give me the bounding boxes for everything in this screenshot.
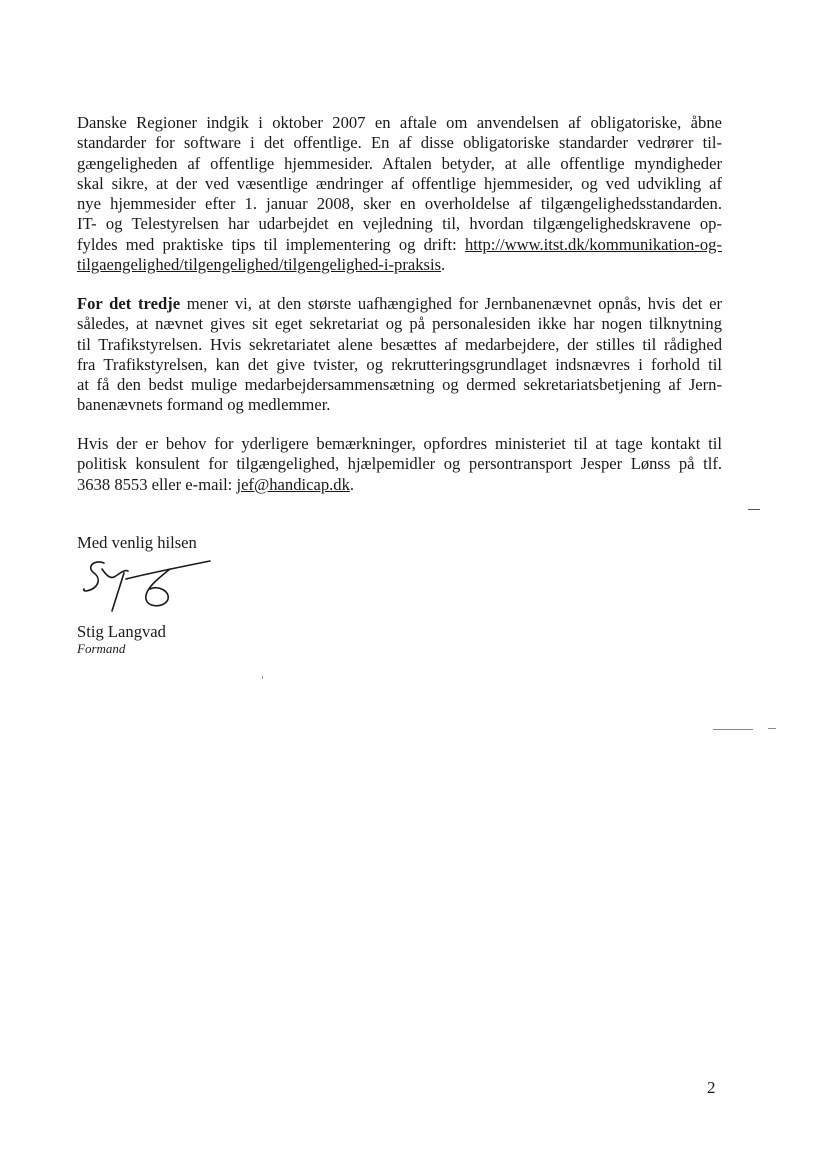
text-line: således, at nævnet gives sit eget sekretariat og på personalesiden ikke har nogen tilknytning xyxy=(77,314,722,334)
text-line: standarder for software i det offentlige. En af disse obligatoriske standarder vedrører til- xyxy=(77,133,722,153)
text-segment: mener vi, at den største uafhængighed for Jernbanenævnet opnås, hvis det er xyxy=(180,294,722,313)
closing-salutation: Med venlig hilsen xyxy=(77,533,197,552)
email-link[interactable]: jef@handicap.dk xyxy=(236,474,350,494)
text-line xyxy=(77,475,722,495)
paragraph-secretariat xyxy=(77,294,722,416)
text-line: til Trafikstyrelsen. Hvis sekretariatet alene besættes af medarbejdere, der stilles til rådighed xyxy=(77,334,722,354)
scan-mark xyxy=(262,676,263,679)
signer-title: Formand xyxy=(77,641,126,656)
itst-link-part1[interactable]: http://www.itst.dk/kommunikation-og- xyxy=(464,234,722,254)
text-segment: 3638 8553 eller e-mail: xyxy=(77,474,237,494)
page-number: 2 xyxy=(707,1078,716,1097)
text-line: Danske Regioner indgik i oktober 2007 en aftale om anvendelsen af obligatoriske, åbne xyxy=(77,113,722,132)
text-line: skal sikre, at der ved væsentlige ændringer af offentlige hjemmesider, og ved udvikling af xyxy=(77,173,722,193)
text-line xyxy=(77,294,722,314)
text-line: at få den bedst mulige medarbejdersammensætning og dermed sekretariatsbetjening af Jern- xyxy=(77,375,722,395)
lead-bold-text: For det tredje xyxy=(77,294,181,313)
text-segment: . xyxy=(441,255,446,275)
text-line: fra Trafikstyrelsen, kan det give tvister, og rekrutteringsgrundlaget indsnævres i forhold til xyxy=(77,354,722,374)
signature-image xyxy=(80,555,220,625)
text-line: gængeligheden af offentlige hjemmesider. Aftalen betyder, at alle offentlige myndigheder xyxy=(77,153,722,173)
text-line: Hvis der er behov for yderligere bemærkninger, opfordres ministeriet til at tage kontakt til xyxy=(77,434,722,453)
scan-mark xyxy=(748,509,760,510)
scan-mark xyxy=(713,729,753,730)
text-line: IT- og Telestyrelsen har udarbejdet en vejledning til, hvordan tilgængelighedskravene op- xyxy=(77,214,722,234)
paragraph-contact xyxy=(77,434,722,495)
paragraph-standards xyxy=(77,113,722,275)
text-line xyxy=(77,235,722,255)
scan-mark xyxy=(768,728,776,729)
text-line: politisk konsulent for tilgængelighed, hjælpemidler og persontransport Jesper Lønss på tlf. xyxy=(77,454,722,474)
text-segment: . xyxy=(349,474,355,494)
signer-name: Stig Langvad xyxy=(77,622,166,641)
text-line: banenævnets formand og medlemmer. xyxy=(77,395,331,415)
text-line xyxy=(77,255,722,275)
text-line: nye hjemmesider efter 1. januar 2008, sker en overholdelse af tilgængelighedsstandarden. xyxy=(77,194,722,214)
itst-link-part2[interactable]: tilgaengelighed/tilgengelighed/tilgengelighed-i-praksis xyxy=(77,255,442,275)
text-segment: fyldes med praktiske tips til implementering og drift: xyxy=(77,234,465,254)
